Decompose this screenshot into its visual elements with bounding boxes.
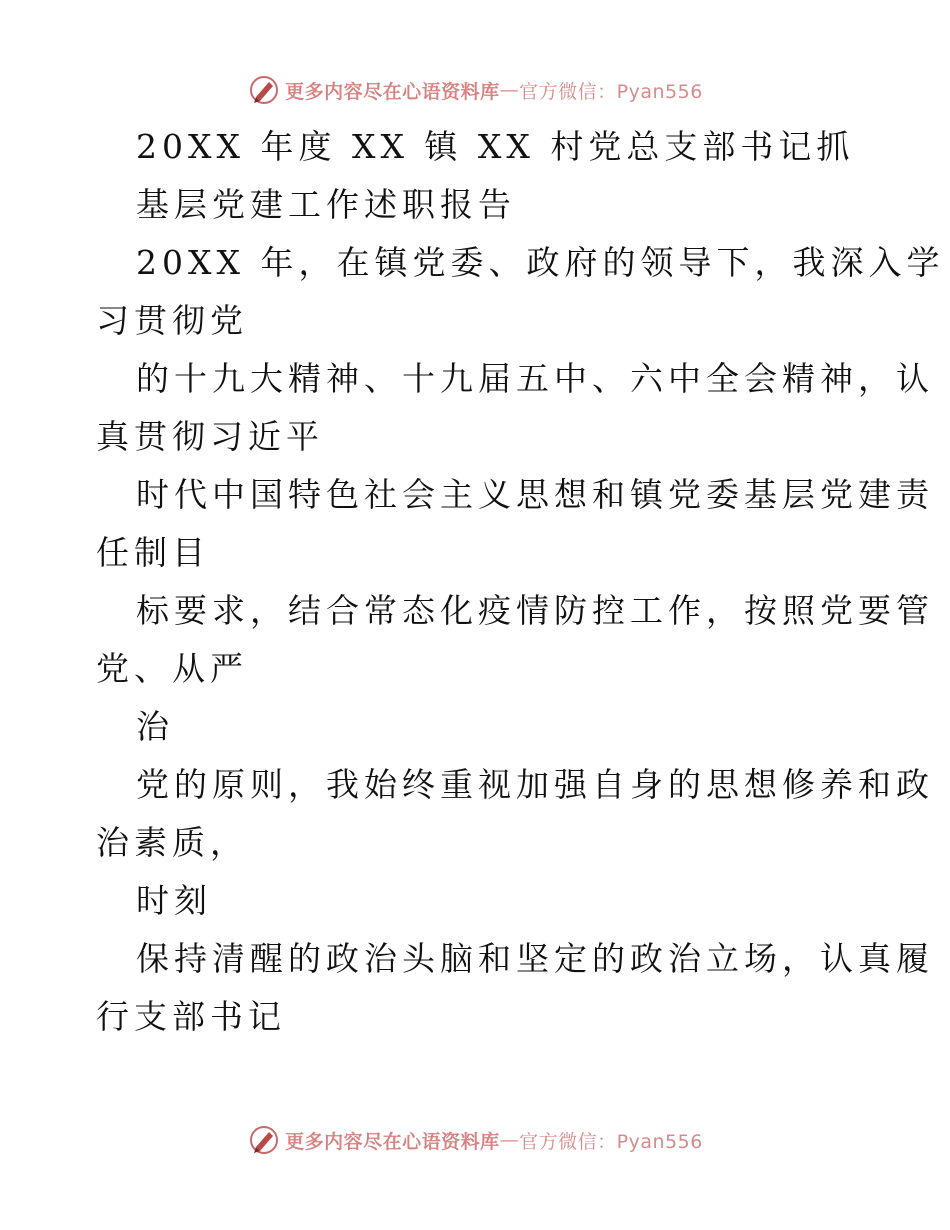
paragraph-line: 任制目: [96, 533, 210, 572]
document-body: [96, 118, 945, 1046]
watermark-brand: 更多内容尽在心语资料库: [285, 1130, 500, 1153]
header-watermark: [0, 70, 950, 110]
watermark-brand: 更多内容尽在心语资料库: [285, 80, 500, 103]
paragraph-line: 标要求，结合常态化疫情防控工作，按照党要管: [136, 591, 934, 630]
pen-logo-icon: [247, 1123, 281, 1157]
watermark-contact: 官方微信：Pyan556: [519, 1130, 703, 1153]
paragraph-line: 习贯彻党: [96, 301, 248, 340]
watermark-contact: 官方微信：Pyan556: [519, 80, 703, 103]
paragraph-line: 治素质，: [96, 823, 248, 862]
paragraph-line: 时刻: [136, 881, 212, 920]
paragraph-line: 的十九大精神、十九届五中、六中全会精神，认: [136, 359, 934, 398]
watermark-separator: —: [499, 1129, 520, 1151]
watermark-separator: —: [499, 79, 520, 101]
paragraph-line: 治: [136, 707, 174, 746]
paragraph-line: 党、从严: [96, 649, 248, 688]
paragraph-line: 党的原则，我始终重视加强自身的思想修养和政: [136, 765, 934, 804]
paragraph-line: 行支部书记: [96, 997, 286, 1036]
title-line-2: 基层党建工作述职报告: [136, 185, 516, 224]
paragraph-line: 时代中国特色社会主义思想和镇党委基层党建责: [136, 475, 934, 514]
paragraph-line: 保持清醒的政治头脑和坚定的政治立场，认真履: [136, 939, 934, 978]
paragraph-line: 真贯彻习近平: [96, 417, 324, 456]
paragraph-line: 20XX 年，在镇党委、政府的领导下，我深入学: [136, 243, 945, 282]
footer-watermark: [0, 1120, 950, 1160]
pen-logo-icon: [247, 73, 281, 107]
title-line-1: 20XX 年度 XX 镇 XX 村党总支部书记抓: [136, 127, 855, 166]
